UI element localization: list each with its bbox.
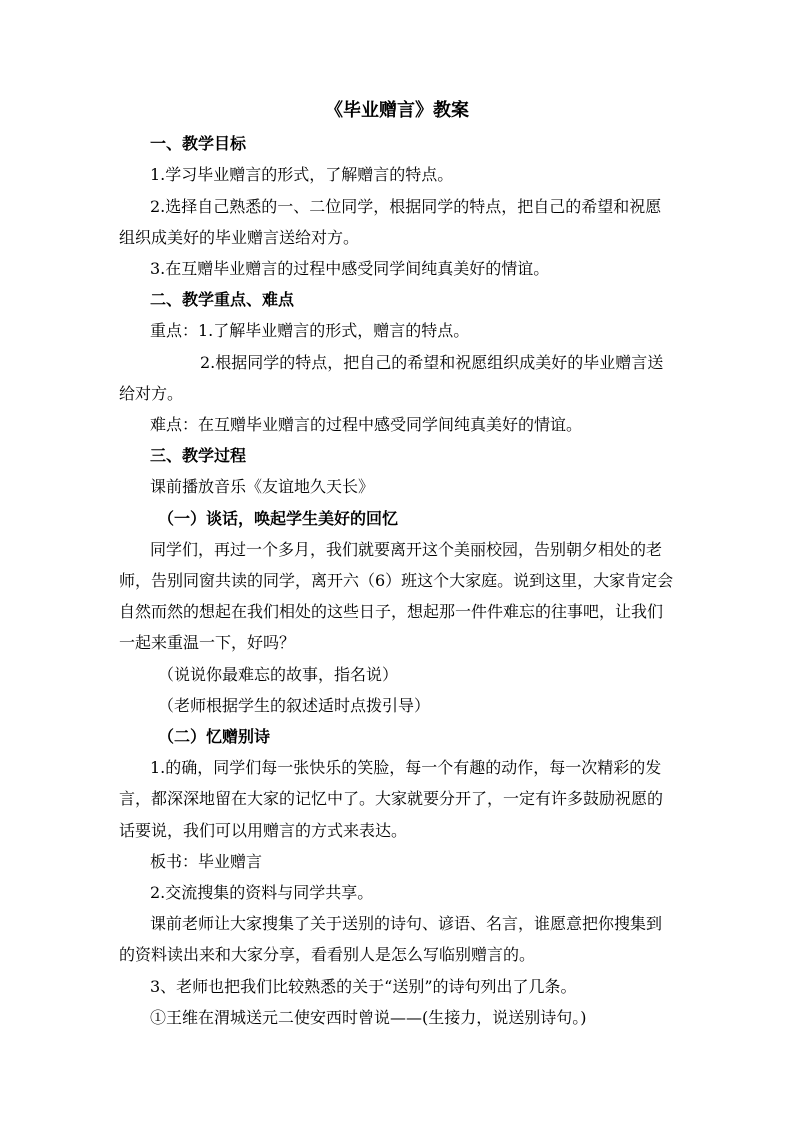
paragraph-line: 言，都深深地留在大家的记忆中了。大家就要分开了，一定有许多鼓励祝愿的 — [119, 789, 664, 808]
paragraph-line: 的资料读出来和大家分享，看看别人是怎么写临别赠言的。 — [119, 945, 536, 964]
paragraph-line: 自然而然的想起在我们相处的这些日子，想起那一件件难忘的往事吧，让我们 — [119, 602, 664, 621]
paragraph-line: 1.的确，同学们每一张快乐的笑脸，每一个有趣的动作，每一次精彩的发 — [150, 758, 662, 777]
paragraph-line: 3、老师也把我们比较熟悉的关于“送别”的诗句列出了几条。 — [150, 977, 577, 996]
paragraph-line: 话要说，我们可以用赠言的方式来表达。 — [119, 821, 408, 840]
subheading-farewell-poems: （二）忆赠别诗 — [158, 727, 271, 746]
paragraph-line: 2.交流搜集的资料与同学共享。 — [150, 883, 374, 902]
paragraph-line: 1.学习毕业赠言的形式，了解赠言的特点。 — [150, 165, 454, 184]
paragraph-line: （说说你最难忘的故事，指名说） — [158, 665, 399, 684]
paragraph-line: ①王维在渭城送元二使安西时曾说——(生接力，说送别诗句。) — [150, 1008, 587, 1027]
paragraph-line: 重点：1.了解毕业赠言的形式，赠言的特点。 — [150, 321, 470, 340]
heading-teaching-goals: 一、教学目标 — [150, 134, 247, 153]
paragraph-line: 2.根据同学的特点，把自己的希望和祝愿组织成美好的毕业赠言送 — [200, 353, 664, 372]
paragraph-line: 一起来重温一下，好吗？ — [119, 633, 296, 652]
paragraph-line: 难点：在互赠毕业赠言的过程中感受同学间纯真美好的情谊。 — [150, 415, 583, 434]
paragraph-line: 课前播放音乐《友谊地久天长》 — [150, 477, 375, 496]
paragraph-line: 给对方。 — [119, 384, 184, 403]
paragraph-line: 师，告别同窗共读的同学，离开六（6）班这个大家庭。说到这里，大家肯定会 — [119, 571, 674, 590]
paragraph-line: 板书：毕业赠言 — [150, 852, 263, 871]
heading-teaching-process: 三、教学过程 — [150, 446, 247, 465]
paragraph-line: 组织成美好的毕业赠言送给对方。 — [119, 228, 360, 247]
heading-key-points: 二、教学重点、难点 — [150, 290, 295, 309]
paragraph-line: 2.选择自己熟悉的一、二位同学，根据同学的特点，把自己的希望和祝愿 — [150, 197, 662, 216]
paragraph-line: 同学们，再过一个多月，我们就要离开这个美丽校园，告别朝夕相处的老 — [150, 540, 663, 559]
paragraph-line: （老师根据学生的叙述适时点拨引导） — [158, 696, 431, 715]
paragraph-line: 课前老师让大家搜集了关于送别的诗句、谚语、名言，谁愿意把你搜集到 — [150, 914, 663, 933]
subheading-conversation: （一）谈话，唤起学生美好的回忆 — [158, 509, 399, 528]
document-title: 《毕业赠言》教案 — [325, 100, 469, 121]
paragraph-line: 3.在互赠毕业赠言的过程中感受同学间纯真美好的情谊。 — [150, 259, 550, 278]
